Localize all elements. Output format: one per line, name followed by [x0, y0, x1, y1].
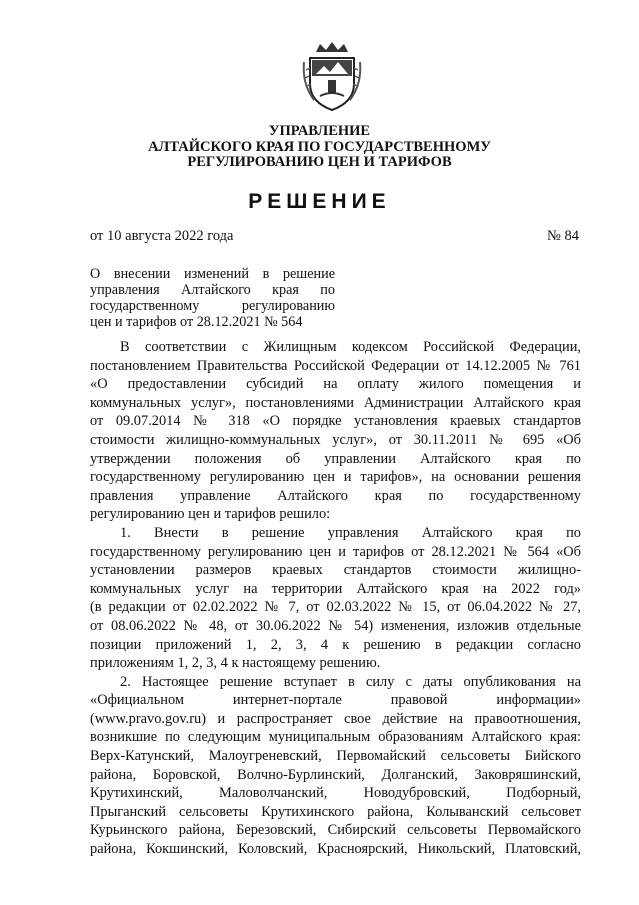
- body-line: от 08.06.2022 № 48, от 30.06.2022 № 54) изменения, изложив отдельные: [90, 617, 581, 634]
- org-line-3: РЕГУЛИРОВАНИЮ ЦЕН И ТАРИФОВ: [187, 154, 452, 170]
- body-line: В соответствии с Жилищным кодексом Российской Федерации,: [120, 339, 581, 355]
- body-line: «Официальном интернет-портале правовой информации»: [90, 692, 581, 709]
- body-line: 1. Внести в решение управления Алтайского края по: [120, 524, 581, 541]
- body-line: «О предоставлении субсидий на оплату жилого помещения и: [90, 376, 581, 393]
- body-line: правления управление Алтайского края по государственному: [90, 487, 581, 504]
- body-line: государственному регулированию цен и тарифов», на основании решения: [90, 469, 581, 486]
- body-line: Крутихинский, Маловолчанский, Новодубровский, Подборный,: [90, 785, 581, 802]
- document-subject: [90, 266, 335, 330]
- document-type-title: РЕШЕНИЕ: [248, 190, 391, 213]
- body-line: 2. Настоящее решение вступает в силу с даты опубликования на: [120, 673, 581, 690]
- body-line: утверждении положения об управлении Алтайского края по: [90, 450, 581, 467]
- org-line-2: АЛТАЙСКОГО КРАЯ ПО ГОСУДАРСТВЕННОМУ: [148, 138, 491, 155]
- coat-of-arms-emblem: [300, 40, 364, 112]
- body-line: стоимости жилищно-коммунальных услуг», от 30.11.2011 № 695 «Об: [90, 431, 581, 448]
- subject-line: государственному регулированию: [90, 298, 335, 314]
- subject-line: управления Алтайского края по: [90, 282, 335, 298]
- body-line: постановлением Правительства Российской Федерации от 14.12.2005 № 761: [90, 357, 581, 374]
- body-line: Прыганский сельсоветы Крутихинского района, Колыванский сельсовет: [90, 803, 581, 820]
- body-line: (в редакции от 02.02.2022 № 7, от 02.03.2022 № 15, от 06.04.2022 № 27,: [90, 599, 581, 616]
- body-line: позиции приложений 1, 2, 3, 4 к решению в редакции согласно: [90, 636, 581, 653]
- subject-line: цен и тарифов от 28.12.2021 № 564: [90, 314, 303, 330]
- body-line: коммунальных услуг», постановлениями Администрации Алтайского края: [90, 394, 581, 411]
- body-line: (www.pravo.gov.ru) и распространяет свое действие на правоотношения,: [90, 710, 581, 727]
- body-line: района, Боровской, Волчно-Бурлинский, Долганский, Заковряшинский,: [90, 766, 581, 783]
- document-date: от 10 августа 2022 года: [90, 228, 234, 244]
- body-line: Верх-Катунский, Малоугреневский, Первомайский сельсоветы Бийского: [90, 748, 581, 765]
- body-line: Курьинского района, Березовский, Сибирский сельсоветы Первомайского: [90, 822, 581, 839]
- document-body: [90, 338, 581, 859]
- org-line-1: УПРАВЛЕНИЕ: [268, 123, 371, 139]
- body-line: от 09.07.2014 № 318 «О порядке установления краевых стандартов: [90, 413, 581, 430]
- body-line: коммунальных услуг на территории Алтайского края на 2022 год»: [90, 580, 581, 597]
- body-line: регулированию цен и тарифов решило:: [90, 506, 331, 523]
- body-line: приложениям 1, 2, 3, 4 к настоящему решению.: [90, 655, 381, 672]
- body-line: установлении размеров краевых стандартов стоимости жилищно-: [90, 562, 581, 579]
- subject-line: О внесении изменений в решение: [90, 266, 335, 282]
- body-line: района, Кокшинский, Коловский, Красноярский, Никольский, Платовский,: [90, 841, 581, 858]
- document-number: № 84: [547, 228, 579, 244]
- body-line: возникшие по следующим муниципальным образованиям Алтайского края:: [90, 729, 581, 746]
- organization-name: [0, 124, 639, 171]
- body-line: государственному регулированию цен и тарифов от 28.12.2021 № 564 «Об: [90, 543, 581, 560]
